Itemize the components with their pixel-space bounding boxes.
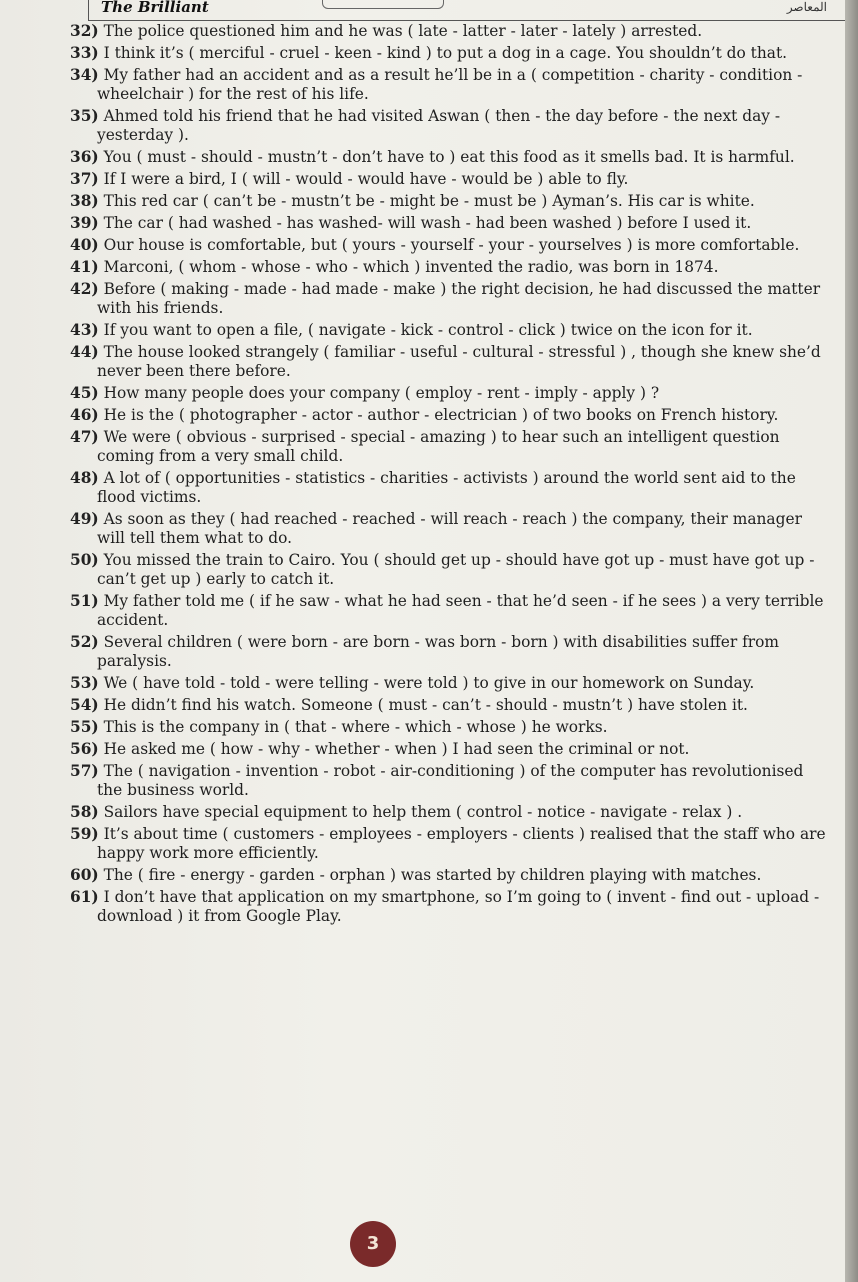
question-item [70,148,832,167]
question-item [70,740,832,759]
question-number: 47) [70,428,99,446]
question-item [70,258,832,277]
question-number: 54) [70,696,99,714]
question-number: 48) [70,469,99,487]
question-item [70,551,832,589]
question-text: Several children ( were born - are born - was born - born ) with disabilities suffer from paralysis. [97,633,779,670]
question-number: 53) [70,674,99,692]
question-number: 49) [70,510,99,528]
question-text: A lot of ( opportunities - statistics - charities - activists ) around the world sent aid to the flood victims. [97,469,796,506]
question-text: He didn’t find his watch. Someone ( must - can’t - should - mustn’t ) have stolen it. [103,696,748,714]
question-text: My father had an accident and as a result he’ll be in a ( competition - charity - condition - wheelchair ) for the rest of his life. [97,66,803,103]
question-list [70,22,832,929]
question-text: Before ( making - made - had made - make ) the right decision, he had discussed the matter with his friends. [97,280,821,317]
header-arabic-text: المعاصر [786,0,827,14]
question-item [70,803,832,822]
question-item [70,888,832,926]
question-text: You ( must - should - mustn’t - don’t have to ) eat this food as it smells bad. It is harmful. [103,148,795,166]
question-text: You missed the train to Cairo. You ( should get up - should have got up - must have got up - can’t get up ) early to catch it. [97,551,815,588]
question-item [70,469,832,507]
question-item [70,107,832,145]
question-text: The ( navigation - invention - robot - air-conditioning ) of the computer has revolutionised the business world. [97,762,804,799]
question-text: The house looked strangely ( familiar - useful - cultural - stressful ) , though she knew she’d never been there before. [97,343,821,380]
question-number: 59) [70,825,99,843]
question-number: 39) [70,214,99,232]
question-number: 42) [70,280,99,298]
question-item [70,384,832,403]
header-ornament [322,0,444,9]
question-text: We were ( obvious - surprised - special - amazing ) to hear such an intelligent question coming from a very small child. [97,428,780,465]
question-item [70,44,832,63]
question-item [70,718,832,737]
question-text: My father told me ( if he saw - what he had seen - that he’d seen - if he sees ) a very terrible accident. [97,592,824,629]
question-text: It’s about time ( customers - employees - employers - clients ) realised that the staff who are happy work more efficiently. [97,825,826,862]
question-number: 55) [70,718,99,736]
question-text: This is the company in ( that - where - which - whose ) he works. [103,718,608,736]
question-item [70,22,832,41]
question-number: 38) [70,192,99,210]
question-text: How many people does your company ( employ - rent - imply - apply ) ? [103,384,660,402]
page-edge [845,0,858,1282]
question-item [70,170,832,189]
question-number: 60) [70,866,99,884]
question-item [70,214,832,233]
question-item [70,343,832,381]
question-text: We ( have told - told - were telling - were told ) to give in our homework on Sunday. [103,674,755,692]
question-item [70,762,832,800]
question-text: Ahmed told his friend that he had visited Aswan ( then - the day before - the next day - yesterday ). [97,107,781,144]
question-text: This red car ( can’t be - mustn’t be - might be - must be ) Ayman’s. His car is white. [103,192,755,210]
question-number: 61) [70,888,99,906]
question-text: Our house is comfortable, but ( yours - yourself - your - yourselves ) is more comfortable. [103,236,800,254]
question-number: 37) [70,170,99,188]
question-number: 44) [70,343,99,361]
question-item [70,428,832,466]
question-item [70,280,832,318]
question-text: If I were a bird, I ( will - would - would have - would be ) able to fly. [103,170,629,188]
question-number: 40) [70,236,99,254]
question-item [70,866,832,885]
question-item [70,510,832,548]
question-item [70,66,832,104]
question-item [70,321,832,340]
question-number: 52) [70,633,99,651]
question-item [70,192,832,211]
question-text: He is the ( photographer - actor - author - electrician ) of two books on French history. [103,406,779,424]
brand-title: The Brilliant [101,0,209,16]
question-number: 50) [70,551,99,569]
question-text: The police questioned him and he was ( late - latter - later - lately ) arrested. [103,22,703,40]
question-text: Sailors have special equipment to help them ( control - notice - navigate - relax ) . [103,803,743,821]
question-item [70,674,832,693]
question-number: 56) [70,740,99,758]
question-number: 41) [70,258,99,276]
question-item [70,406,832,425]
question-number: 43) [70,321,99,339]
question-item [70,236,832,255]
question-number: 33) [70,44,99,62]
question-text: The car ( had washed - has washed- will wash - had been washed ) before I used it. [103,214,752,232]
question-item [70,825,832,863]
question-number: 57) [70,762,99,780]
question-text: He asked me ( how - why - whether - when ) I had seen the criminal or not. [103,740,690,758]
question-text: Marconi, ( whom - whose - who - which ) invented the radio, was born in 1874. [103,258,719,276]
question-number: 58) [70,803,99,821]
page-header [88,0,849,21]
question-text: As soon as they ( had reached - reached - will reach - reach ) the company, their manager will tell them what to do. [97,510,802,547]
question-number: 46) [70,406,99,424]
question-number: 35) [70,107,99,125]
question-number: 45) [70,384,99,402]
question-item [70,633,832,671]
question-text: The ( fire - energy - garden - orphan ) was started by children playing with matches. [103,866,762,884]
question-text: I don’t have that application on my smartphone, so I’m going to ( invent - find out - upload - download ) it from Google Play. [97,888,820,925]
question-number: 51) [70,592,99,610]
question-item [70,592,832,630]
question-number: 36) [70,148,99,166]
question-item [70,696,832,715]
question-text: I think it’s ( merciful - cruel - keen - kind ) to put a dog in a cage. You shouldn’t do that. [103,44,788,62]
page-number-badge: 3 [350,1221,396,1267]
question-text: If you want to open a file, ( navigate - kick - control - click ) twice on the icon for it. [103,321,753,339]
question-number: 32) [70,22,99,40]
question-number: 34) [70,66,99,84]
